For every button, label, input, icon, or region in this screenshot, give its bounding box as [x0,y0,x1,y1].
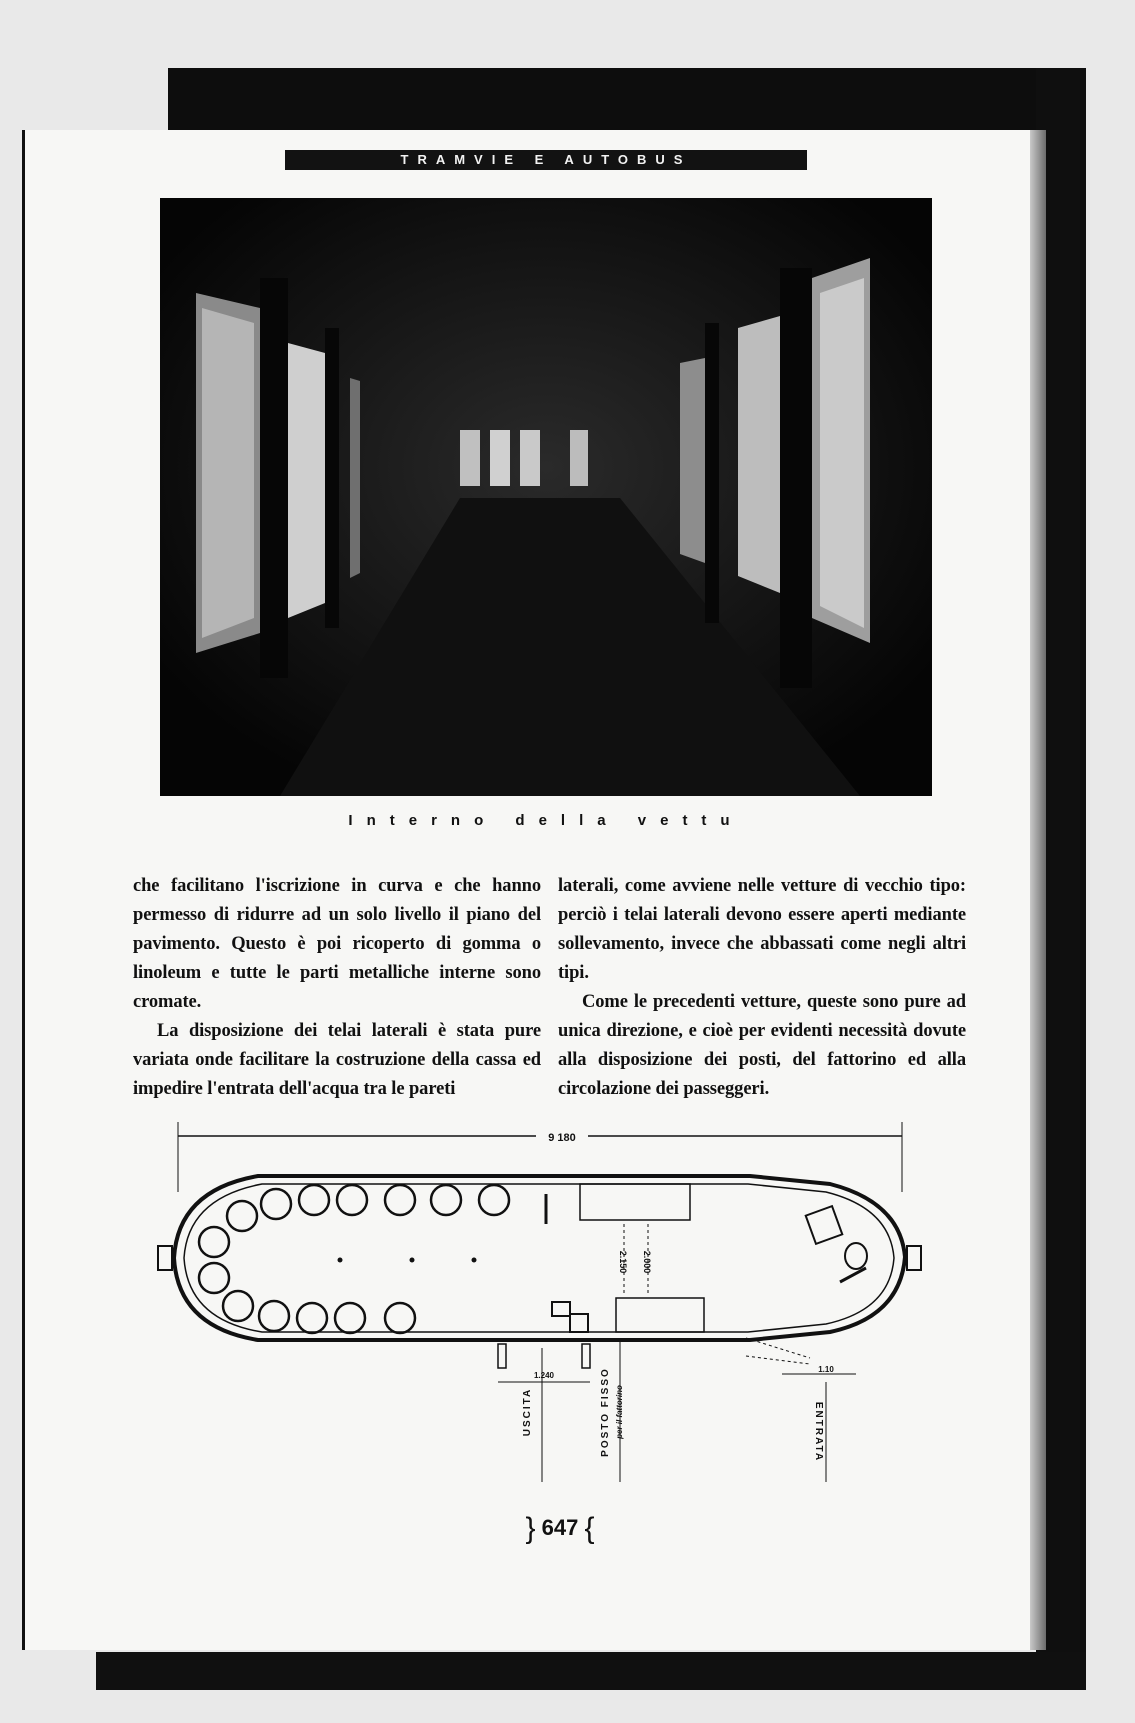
page-edge-shadow [1030,130,1046,1650]
door-dimension-label: 1.10 [818,1365,834,1374]
right-brace-ornament: { [584,1512,595,1545]
fixed-seat-label: POSTO FISSO [600,1367,611,1457]
paragraph: che facilitano l'iscrizione in curva e che hanno permesso di ridurre ad un solo livello il piano del pavimento. Questo è poi ricoperto di gomma o linoleum e tutte le parti metalliche interne sono cromate. [133,876,541,1012]
text-column-left [133,872,541,1104]
scan-frame-bottom [96,1652,1086,1690]
paragraph: Come le precedenti vetture, queste sono pure ad unica direzione, e cioè per evidenti necessità dovute alla disposizione dei posti, del fattorino ed alla circolazione dei passeggeri. [558,992,966,1099]
tram-interior-photo-drawing [160,198,932,796]
tram-floor-plan [150,1112,940,1492]
running-head: TRAMVIE E AUTOBUS [285,150,807,170]
conductor-label: per il fattorino [615,1385,624,1439]
paragraph: La disposizione dei telai laterali è stata pure variata onde facilitare la costruzione della cassa ed impedire l'entrata dell'acqua tra le pareti [133,1021,541,1099]
floor-plan-drawing [150,1112,940,1492]
overall-length-label: 9 180 [548,1132,576,1144]
left-brace-ornament: } [525,1512,536,1545]
interior-photo [160,198,932,796]
width-inner-label: 2.000 [642,1250,652,1274]
text-column-right [558,872,966,1104]
photo-caption: Interno della vettu [348,812,744,829]
dimension-small-label: 1.240 [533,1371,555,1380]
exit-label: USCITA [522,1387,533,1437]
scan-frame-top [168,68,1040,130]
page-number-value: 647 [541,1515,579,1540]
entrance-label: ENTRATA [813,1401,824,1463]
width-outer-label: 2.150 [618,1250,628,1274]
page-number [490,1512,630,1546]
paragraph: laterali, come avviene nelle vetture di vecchio tipo: perciò i telai laterali devono essere aperti mediante sollevamento, invece che abbassati come negli altri tipi. [558,876,966,983]
